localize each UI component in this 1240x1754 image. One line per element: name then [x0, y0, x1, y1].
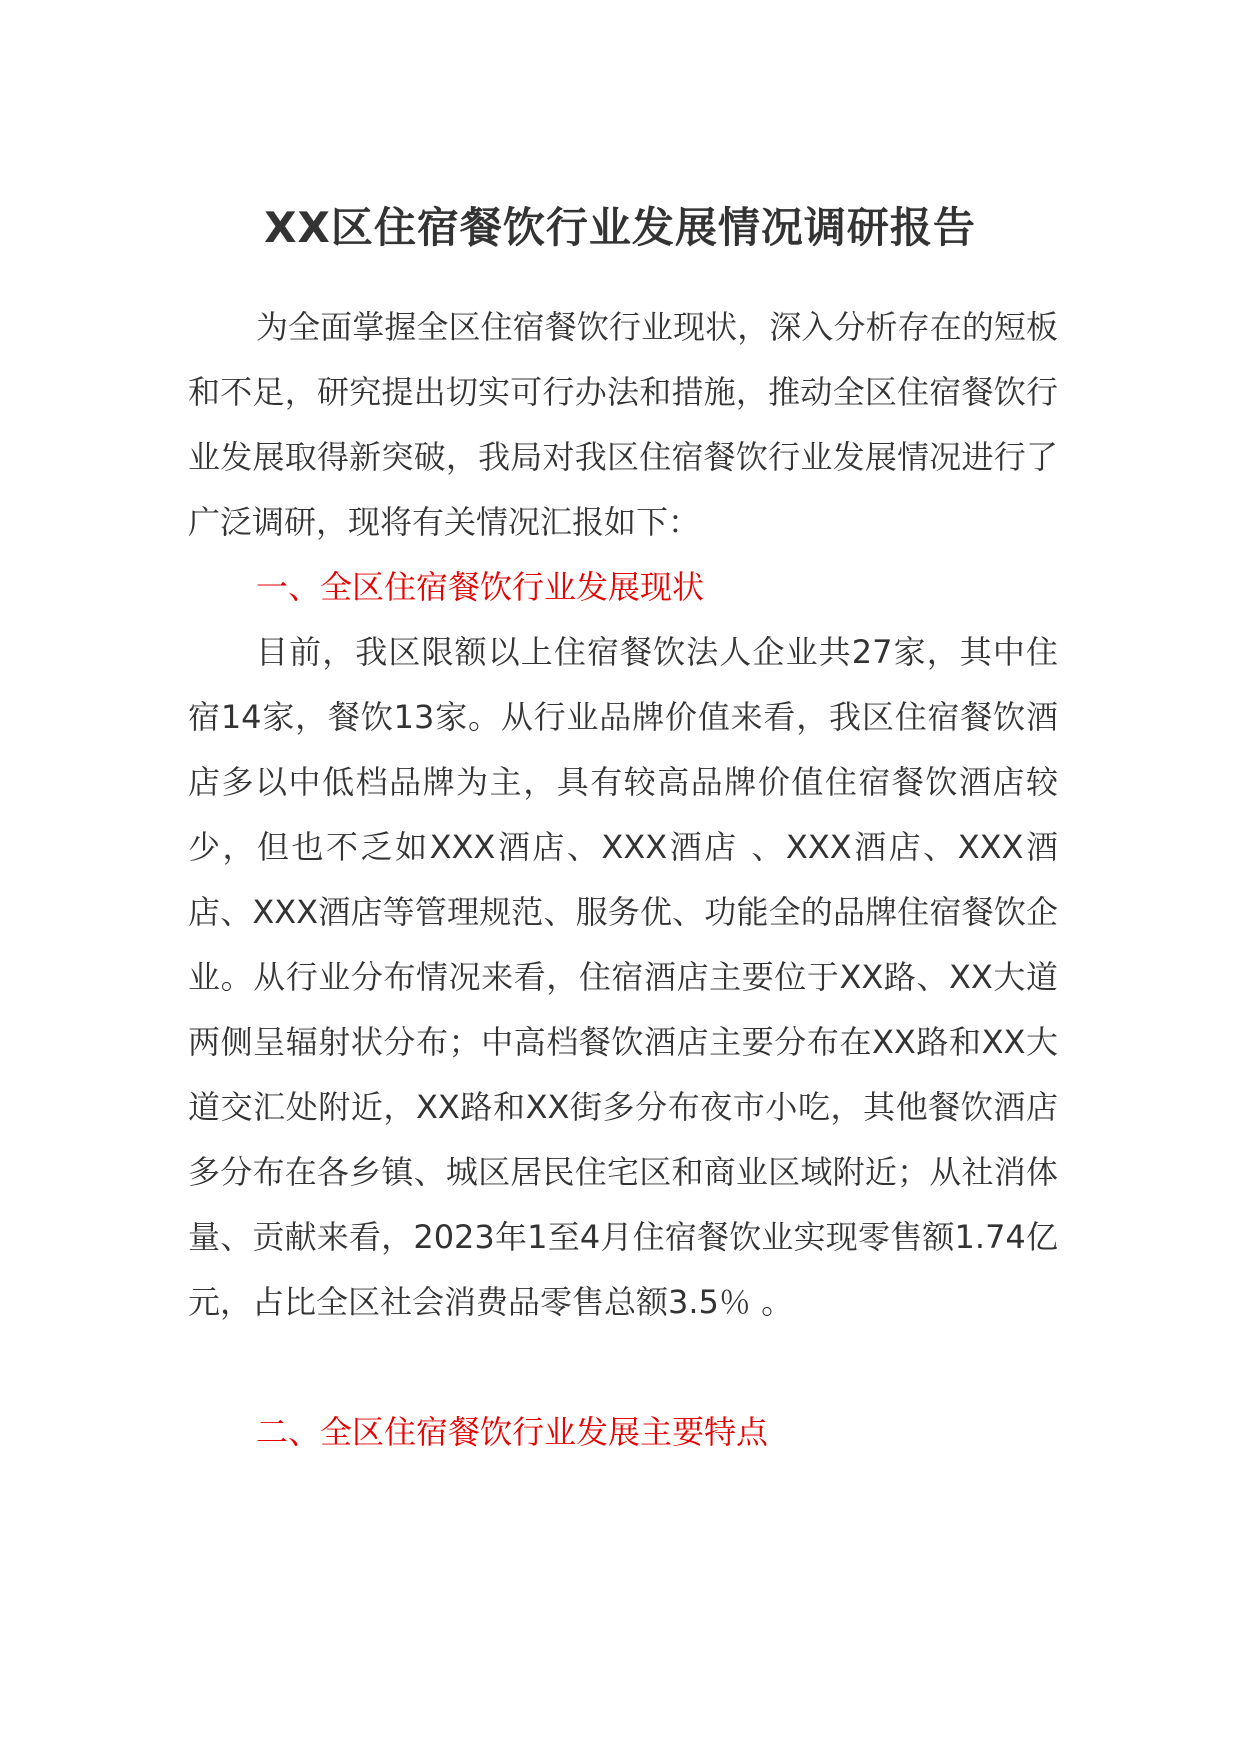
document-title: XX区住宿餐饮行业发展情况调研报告 — [264, 203, 976, 252]
section-paragraph: 目前，我区限额以上住宿餐饮法人企业共27家，其中住宿14家，餐饮13家。从行业品牌价值来看，我区住宿餐饮酒店多以中低档品牌为主，具有较高品牌价值住宿餐饮酒店较少，但也不乏如XXX酒店、XXX酒店 、XXX酒店、XXX酒店、XXX酒店等管理规范、服务优、功能全的品牌住宿餐饮企业。从行业分布情况来看，住宿酒店主要位于XX路、XX大道两侧呈辐射状分布；中高档餐饮酒店主要分布在XX路和XX大道交汇处附近，XX路和XX街多分布夜市小吃，其他餐饮酒店多分布在各乡镇、城区居民住宅区和商业区域附近；从社消体量、贡献来看，2023年1至4月住宿餐饮业实现零售额1.74亿元，占比全区社会消费品零售总额3.5％ 。 — [188, 633, 1058, 1321]
intro-paragraph: 为全面掌握全区住宿餐饮行业现状，深入分析存在的短板和不足，研究提出切实可行办法和措施，推动全区住宿餐饮行业发展取得新突破，我局对我区住宿餐饮行业发展情况进行了广泛调研，现将有关情况汇报如下： — [188, 308, 1058, 541]
section-heading: 一、全区住宿餐饮行业发展现状 — [256, 568, 705, 606]
intro-section — [188, 295, 1058, 555]
section-1 — [188, 555, 1058, 620]
section-1-body — [188, 620, 1058, 1335]
section-2 — [188, 1400, 1058, 1465]
section-heading: 二、全区住宿餐饮行业发展主要特点 — [256, 1413, 769, 1451]
